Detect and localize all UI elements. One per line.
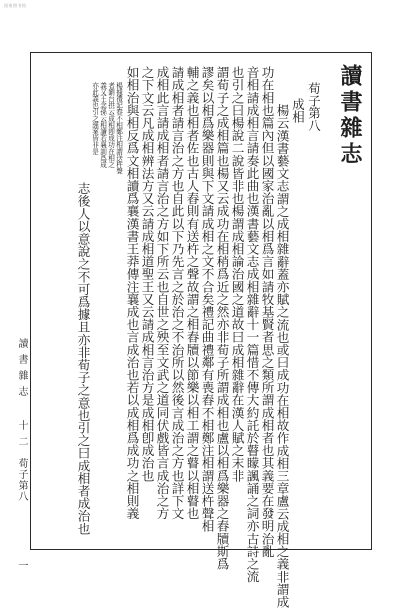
- annotation-column: 亦此義也引之謹案皆非是: [90, 82, 99, 155]
- text-column: 志後人以意說之不可爲據且亦非荀子之意也引之曰成相者成治也: [75, 182, 91, 535]
- footer-book-title: 讀書雜志: [16, 338, 27, 402]
- section-heading: 成相: [290, 98, 306, 123]
- text-column: 請成相者請言治之方也自此以下乃先言之於治之不治所以然後言成治之方也詳下文: [169, 66, 185, 520]
- annotation-column: 義又王念孫云相讀若襄訓爲成: [98, 82, 107, 168]
- footer-page-number: 十二: [16, 420, 27, 452]
- footer-section: 荀子第八: [16, 458, 27, 502]
- book-title: 讀書雜志: [337, 64, 363, 168]
- text-column: 謂荀子之成相篇也楊又云成功在相稍爲近之然亦非荀子所謂成相也盧以相爲樂器之舂牘斯爲: [214, 66, 230, 570]
- text-column: 之下文云凡成相辨法方又云請成相道聖王又云請成相言治方是成相卽成治也: [139, 66, 155, 482]
- text-column: 音相請成相言請奏此曲也漢書藝文志成相雜辭十一篇惜不傳大約託於瞽矇諷誦之詞亦古詩之流: [244, 66, 260, 583]
- annotation-column: 楊據禮記舂不相鄭注相謂送杵聲: [114, 82, 123, 175]
- text-column: 輔之義也相者佐也古人舂則有送杵之聲故謂之相舂牘以節樂以相工謂之瞽以相瞽也: [184, 66, 200, 520]
- footer-volume: 一: [16, 560, 27, 576]
- text-column: 也引之曰楊說二說皆非也楊謂成相論治國之道故曰成相雜辭在漢人賦之末非: [229, 66, 245, 482]
- annotation-column: 者劉台拱云成相卽成功在相之: [106, 82, 115, 168]
- chapter-heading: 荀子第八: [306, 82, 322, 132]
- text-column: 楊云漢書藝文志謂之成相雜辭蓋亦賦之流也或曰成功在相故作成相三章盧云成相之義非謂成: [274, 104, 290, 608]
- text-column: 成相此言請成相者請言治之方如下所云也自世之殃至文武之道同伏戲皆言成治之方: [154, 66, 170, 520]
- archive-watermark: 国家图书馆: [4, 3, 27, 8]
- text-column: 謬矣以相爲樂器則與下文請成相之文不合矣禮記曲禮鄰有喪舂不相鄭注相謂送杵聲相: [199, 66, 215, 533]
- text-column: 功在相也篇內但以國家治亂以相爲言如請牧基賢者思之類所謂成相者也其義要在發明治亂: [259, 66, 275, 558]
- text-column: 如相治與相反爲文相讀爲襄漢書王莽傳注襄成也言成治也若以成相爲成功之相則義: [124, 66, 140, 520]
